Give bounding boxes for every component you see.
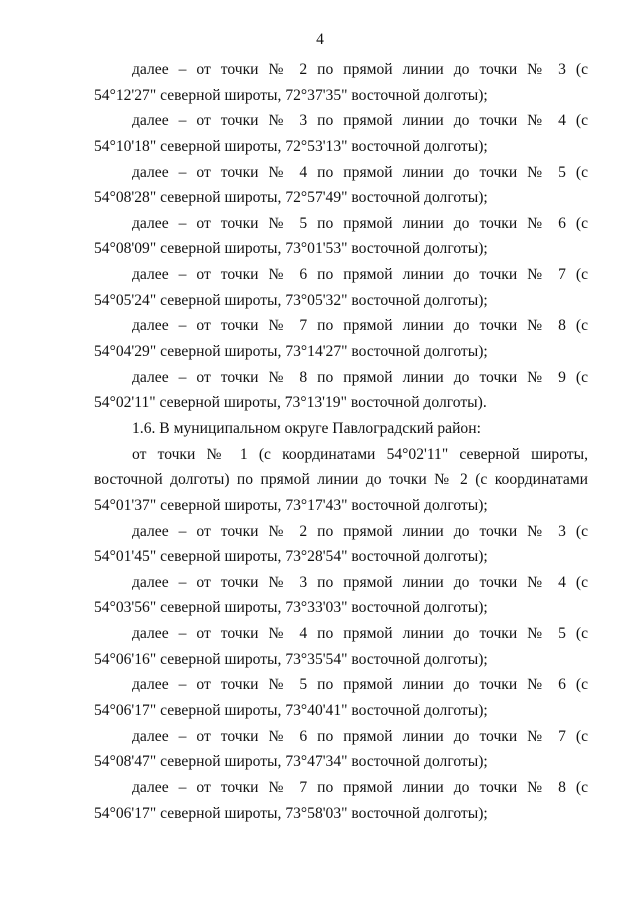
- text-line: 54°04'29" северной широты, 73°14'27" восточной долготы);: [94, 343, 488, 361]
- paragraph: [94, 570, 588, 621]
- text-line: далее – от точки № 5 по прямой линии до точки № 6 (с: [132, 676, 588, 694]
- text-line: далее – от точки № 4 по прямой линии до точки № 5 (с: [132, 625, 588, 643]
- text-line: далее – от точки № 3 по прямой линии до точки № 4 (с: [132, 112, 588, 130]
- paragraph: [94, 57, 588, 108]
- text-line: 54°08'28" северной широты, 72°57'49" восточной долготы);: [94, 189, 488, 207]
- text-line: 54°12'27" северной широты, 72°37'35" восточной долготы);: [94, 86, 488, 104]
- text-line: далее – от точки № 7 по прямой линии до точки № 8 (с: [132, 778, 588, 796]
- text-line: 54°08'47" северной широты, 73°47'34" восточной долготы);: [94, 753, 488, 771]
- text-line: от точки № 1 (с координатами 54°02'11" северной широты,: [132, 445, 588, 463]
- text-line: 1.6. В муниципальном округе Павлоградский район:: [132, 419, 481, 437]
- text-line: далее – от точки № 6 по прямой линии до точки № 7 (с: [132, 727, 588, 745]
- document-body: [94, 57, 588, 826]
- text-line: 54°03'56" северной широты, 73°33'03" восточной долготы);: [94, 599, 488, 617]
- text-line: далее – от точки № 2 по прямой линии до точки № 3 (с: [132, 61, 588, 78]
- text-line: далее – от точки № 7 по прямой линии до точки № 8 (с: [132, 317, 588, 335]
- text-line: 54°06'16" северной широты, 73°35'54" восточной долготы);: [94, 650, 488, 668]
- text-line: далее – от точки № 6 по прямой линии до точки № 7 (с: [132, 266, 588, 284]
- page-number: 4: [316, 31, 324, 48]
- paragraph: [94, 108, 588, 159]
- text-line: 54°08'09" северной широты, 73°01'53" восточной долготы);: [94, 240, 488, 258]
- paragraph: [94, 211, 588, 262]
- text-line: 54°02'11" северной широты, 73°13'19" восточной долготы).: [94, 394, 487, 412]
- paragraph: [94, 262, 588, 313]
- paragraph: [94, 775, 588, 826]
- paragraph: [94, 313, 588, 364]
- text-line: далее – от точки № 3 по прямой линии до точки № 4 (с: [132, 573, 588, 591]
- text-line: восточной долготы) по прямой линии до точки № 2 (с координатами: [94, 471, 588, 489]
- paragraph: [94, 365, 588, 416]
- text-line: 54°01'37" северной широты, 73°17'43" восточной долготы);: [94, 496, 488, 514]
- text-line: далее – от точки № 2 по прямой линии до точки № 3 (с: [132, 522, 588, 540]
- text-line: далее – от точки № 4 по прямой линии до точки № 5 (с: [132, 163, 588, 181]
- text-line: далее – от точки № 8 по прямой линии до точки № 9 (с: [132, 368, 588, 386]
- text-line: 54°06'17" северной широты, 73°58'03" восточной долготы);: [94, 804, 488, 822]
- paragraph: [94, 672, 588, 723]
- text-line: далее – от точки № 5 по прямой линии до точки № 6 (с: [132, 214, 588, 232]
- section-heading: [94, 416, 588, 442]
- paragraph: [94, 519, 588, 570]
- paragraph: [94, 160, 588, 211]
- paragraph: [94, 621, 588, 672]
- text-line: 54°06'17" северной широты, 73°40'41" восточной долготы);: [94, 702, 488, 720]
- text-line: 54°10'18" северной широты, 72°53'13" восточной долготы);: [94, 137, 488, 155]
- text-line: 54°01'45" северной широты, 73°28'54" восточной долготы);: [94, 548, 488, 566]
- paragraph: [94, 442, 588, 519]
- text-line: 54°05'24" северной широты, 73°05'32" восточной долготы);: [94, 291, 488, 309]
- paragraph: [94, 724, 588, 775]
